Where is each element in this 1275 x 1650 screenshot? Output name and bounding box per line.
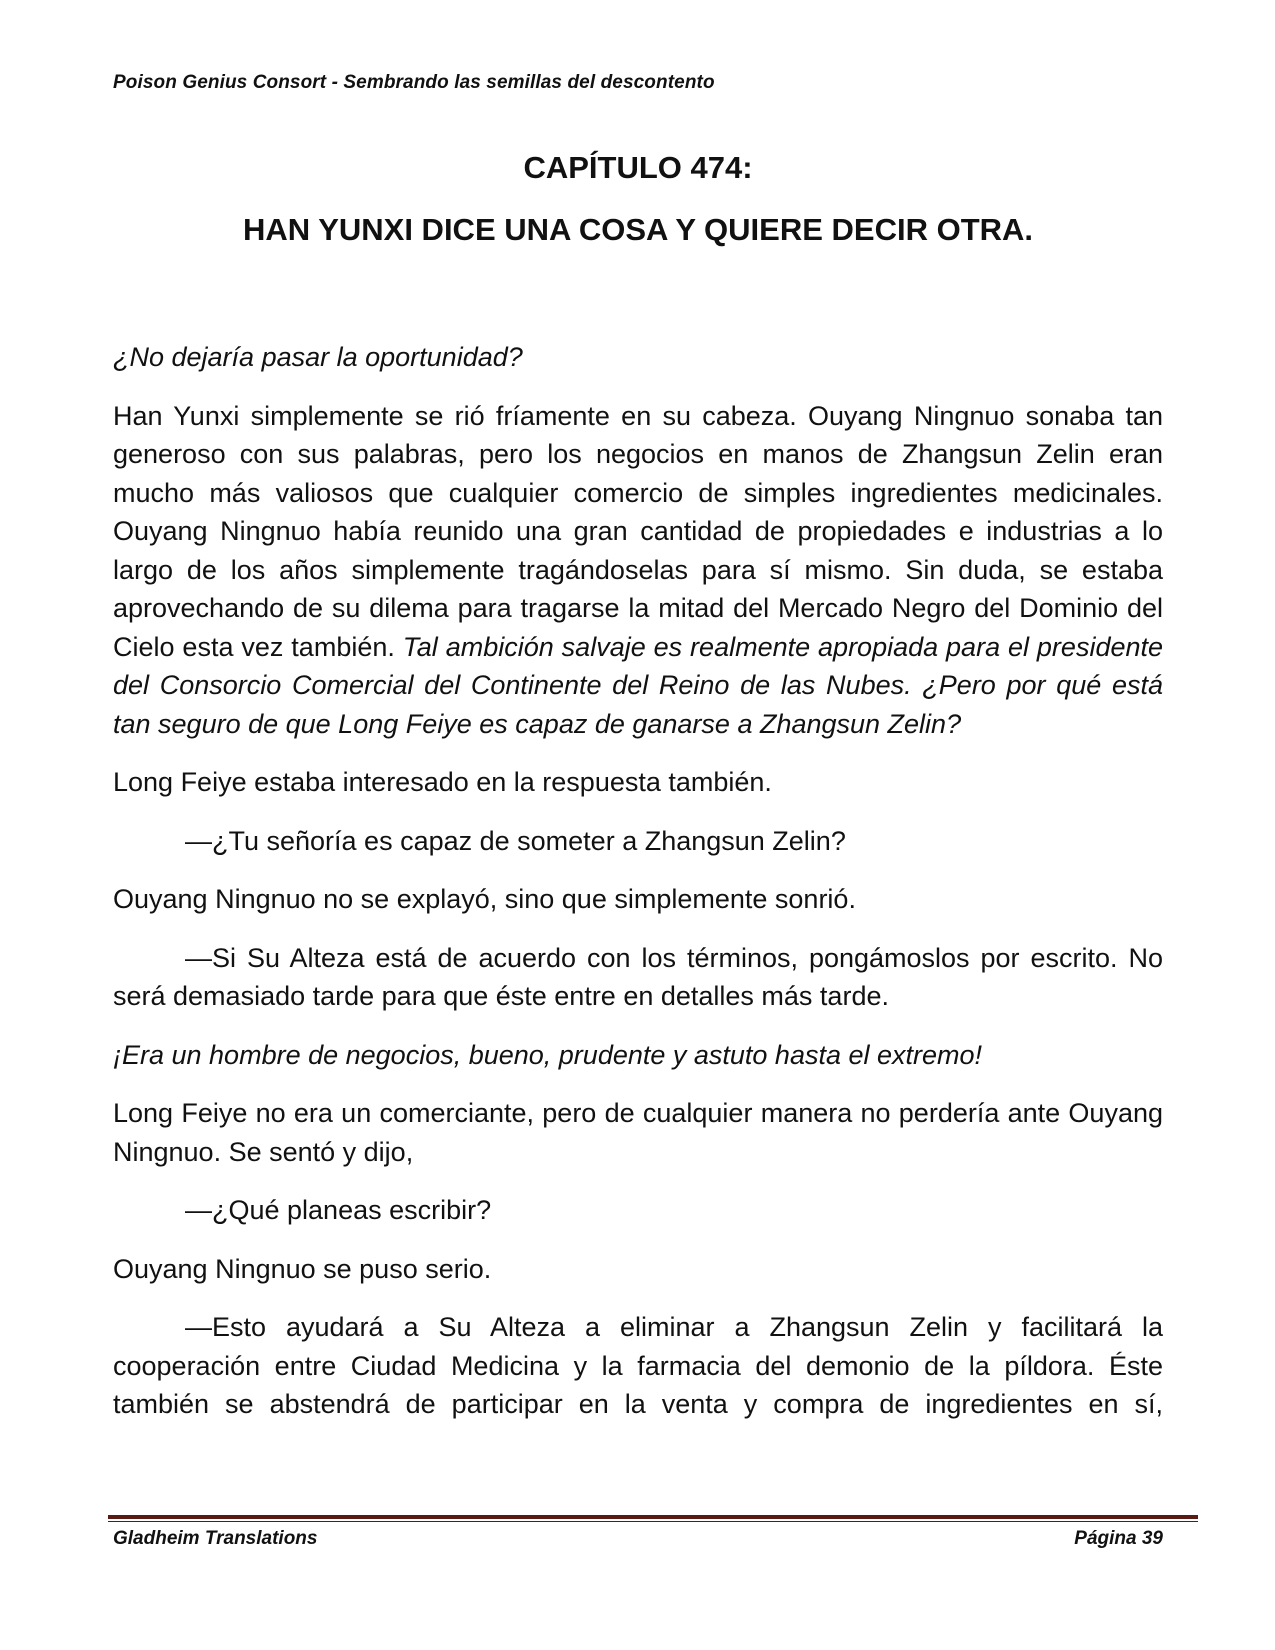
- thought-text: ¡Era un hombre de negocios, bueno, prudente y astuto hasta el extremo!: [113, 1039, 983, 1070]
- chapter-heading: [113, 148, 1163, 250]
- thought-text: Tal ambición salvaje es realmente apropiada para el presidente del Consorcio Comercial del Continente del Reino de las Nubes. ¿Pero por qué está tan seguro de que Long Feiye es capaz de ganarse a Zhangsun Zelin?: [113, 631, 1164, 739]
- paragraph-dialogue: [113, 822, 1163, 861]
- narration-text: Han Yunxi simplemente se rió fríamente en su cabeza. Ouyang Ningnuo sonaba tan generoso con sus palabras, pero los negocios en manos de Zhangsun Zelin eran mucho más valiosos que cualquier comercio de simples ingredientes medicinales. Ouyang Ningnuo había reunido una gran cantidad de propiedades e industrias a lo largo de los años simplemente tragándoselas para sí mismo. Sin duda, se estaba aprovechando de su dilema para tragarse la mitad del Mercado Negro del Dominio del Cielo esta vez también.: [113, 400, 1163, 662]
- narration-text: Long Feiye no era un comerciante, pero de cualquier manera no perdería ante Ouyang Ningnuo. Se sentó y dijo,: [113, 1098, 1163, 1167]
- dialogue-text: —¿Qué planeas escribir?: [185, 1195, 492, 1225]
- narration-text: Ouyang Ningnuo no se explayó, sino que simplemente sonrió.: [113, 884, 856, 914]
- paragraph-dialogue: [113, 939, 1163, 1016]
- dialogue-text: —Esto ayudará a Su Alteza a eliminar a Zhangsun Zelin y facilitará la cooperación entre Ciudad Medicina y la farmacia del demonio de la píldora. Éste también se abstendrá de participar en la venta y compra de ingredientes en sí,: [113, 1312, 1163, 1419]
- paragraph-narration: [113, 1094, 1163, 1171]
- thought-text: ¿No dejaría pasar la oportunidad?: [113, 342, 523, 372]
- footer-page-number: Página 39: [1074, 1528, 1163, 1549]
- paragraph-thought: [113, 1036, 1163, 1075]
- paragraph-narration: [113, 397, 1163, 744]
- narration-text: Ouyang Ningnuo se puso serio.: [113, 1253, 492, 1284]
- footer-divider: [108, 1515, 1198, 1522]
- paragraph-dialogue: [113, 1308, 1163, 1424]
- chapter-number: CAPÍTULO 474:: [523, 150, 753, 185]
- paragraph-dialogue: [113, 1191, 1163, 1230]
- dialogue-text: —¿Tu señoría es capaz de someter a Zhangsun Zelin?: [185, 825, 846, 856]
- chapter-title: HAN YUNXI DICE UNA COSA Y QUIERE DECIR OTRA.: [242, 212, 1034, 247]
- footer-publisher: Gladheim Translations: [113, 1528, 318, 1549]
- paragraph-narration: [113, 763, 1163, 802]
- running-header: Poison Genius Consort - Sembrando las semillas del descontento: [113, 72, 715, 93]
- chapter-body: [113, 338, 1163, 1444]
- paragraph-thought: [113, 338, 1163, 377]
- narration-text: Long Feiye estaba interesado en la respuesta también.: [113, 767, 772, 797]
- paragraph-narration: [113, 880, 1163, 919]
- paragraph-narration: [113, 1250, 1163, 1289]
- dialogue-text: —Si Su Alteza está de acuerdo con los términos, pongámoslos por escrito. No será demasiado tarde para que éste entre en detalles más tarde.: [113, 942, 1163, 1011]
